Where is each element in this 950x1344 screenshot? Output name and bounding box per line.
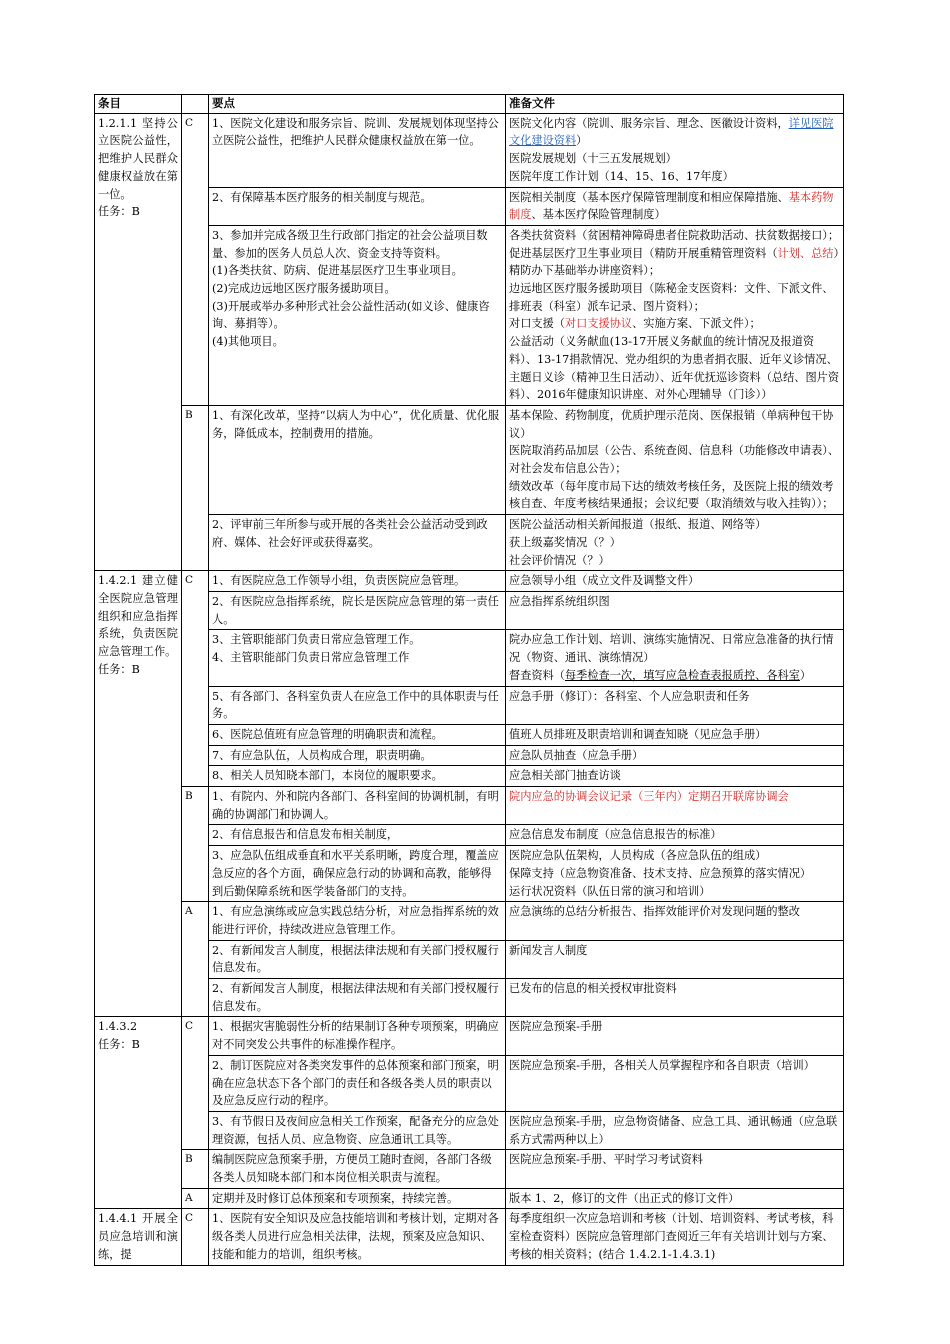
- points-cell: [209, 940, 506, 978]
- level-cell: C: [182, 571, 209, 787]
- point-text: 2、评审前三年所参与或开展的各类社会公益活动受到政府、媒体、社会好评或获得嘉奖。: [212, 518, 488, 549]
- doc-line: [509, 168, 840, 186]
- doc-text: 获上级嘉奖情况（？）: [509, 535, 621, 549]
- points-cell: [209, 1017, 506, 1055]
- doc-line: [509, 883, 840, 901]
- doc-text: 院内应急的协调会议记录（三年内）定期召开联席协调会: [509, 790, 789, 804]
- doc-text: 、实施方案、下派文件）；: [632, 317, 761, 331]
- docs-cell: [506, 113, 844, 187]
- table-row: [95, 405, 844, 514]
- points-cell: [209, 979, 506, 1017]
- doc-line: [509, 667, 840, 685]
- doc-line: [509, 315, 840, 333]
- doc-line: [509, 1190, 840, 1208]
- doc-text: 应急手册（修订）：各科室、个人应急职责和任务: [509, 689, 750, 703]
- doc-text: 基本药物制度: [509, 190, 834, 222]
- points-cell: [209, 591, 506, 629]
- doc-line: [509, 593, 840, 611]
- table-row: [95, 113, 844, 187]
- point-text: (4)其他项目。: [212, 335, 284, 349]
- point-text: (3)开展或举办多种形式社会公益性活动(如义诊、健康咨询、募捐等）。: [212, 299, 490, 331]
- doc-text: 应急相关部门抽查访谈: [509, 769, 621, 783]
- doc-text: 计划、总结: [777, 246, 834, 260]
- item-cell: [95, 571, 182, 1017]
- doc-line: [509, 150, 840, 168]
- doc-text: 医院取消药品加层（公告、系统查阅、信息科（功能修改申请表）、对社会发布信息公告）；: [509, 444, 840, 476]
- doc-line: [509, 688, 840, 706]
- table-row: [95, 1209, 844, 1265]
- docs-cell: [506, 1017, 844, 1055]
- point-text: 3、有节假日及夜间应急相关工作预案，配备充分的应急处理资源，包括人员、应急物资、应急通讯工具等。: [212, 1114, 499, 1146]
- doc-line: [509, 747, 840, 765]
- doc-text: 每季检查一次，填写应急检查表报质控、各科室: [564, 668, 800, 682]
- doc-line: [509, 1113, 840, 1148]
- docs-cell: [506, 686, 844, 724]
- points-cell: [209, 745, 506, 766]
- item-text: 1.2.1.1 坚持公立医院公益性，把维护人民群众健康权益放在第一位。: [98, 116, 178, 201]
- doc-line: [509, 478, 840, 513]
- doc-text: 应急指挥系统组织图: [509, 594, 610, 608]
- doc-line: [509, 1210, 840, 1263]
- docs-cell: [506, 1188, 844, 1209]
- docs-cell: [506, 825, 844, 846]
- doc-text: 对口支援协议: [564, 317, 633, 331]
- doc-line: [509, 980, 840, 998]
- doc-text: 边远地区医疗服务援助项目（陈秘金支医资料：文件、下派文件、排班表（科室）派车记录、图片资料）；: [509, 282, 834, 313]
- doc-text: 医院应急预案-手册，应急物资储备、应急工具、通讯畅通（应急联系方式需两种以上）: [509, 1114, 838, 1146]
- level-cell: C: [182, 1209, 209, 1265]
- table-header-row: [95, 95, 844, 114]
- doc-line: [509, 788, 840, 806]
- header-level: [182, 95, 209, 114]
- doc-line: [509, 280, 840, 315]
- docs-cell: [506, 1209, 844, 1265]
- points-cell: [209, 686, 506, 724]
- points-cell: [209, 571, 506, 592]
- item-cell: [95, 1017, 182, 1209]
- doc-line: [509, 115, 840, 150]
- point-text: 2、有保障基本医疗服务的相关制度与规范。: [212, 190, 432, 204]
- point-text: 2、有新闻发言人制度，根据法律法规和有关部门授权履行信息发布。: [212, 982, 499, 1013]
- level-cell: A: [182, 1188, 209, 1209]
- docs-cell: [506, 724, 844, 745]
- point-text: (2)完成边远地区医疗服务援助项目。: [212, 282, 396, 296]
- points-cell: [209, 187, 506, 225]
- point-text: (1)各类扶贫、防病、促进基层医疗卫生事业项目。: [212, 264, 463, 278]
- level-cell: C: [182, 1017, 209, 1150]
- docs-cell: [506, 787, 844, 825]
- level-cell: B: [182, 787, 209, 902]
- doc-text: 医院应急队伍架构，人员构成（各应急队伍的组成）: [509, 849, 767, 863]
- point-text: 8、相关人员知晓本部门，本岗位的履职要求。: [212, 769, 443, 783]
- doc-text: 医院年度工作计划（14、15、16、17年度）: [509, 169, 734, 183]
- doc-line: [509, 572, 840, 590]
- point-text: 3、主管职能部门负责日常应急管理工作。: [212, 633, 421, 647]
- points-cell: [209, 1150, 506, 1188]
- point-text: 7、有应急队伍，人员构成合理，职责明确。: [212, 748, 432, 762]
- doc-text: 值班人员排班及职责培训和调查知晓（见应急手册）: [509, 727, 767, 741]
- doc-text: ）: [799, 668, 812, 682]
- points-cell: [209, 724, 506, 745]
- table-row: [95, 1017, 844, 1055]
- doc-text: 应急领导小组（成立文件及调整文件）: [509, 574, 700, 588]
- point-text: 3、应急队伍组成垂直和水平关系明晰，跨度合理，覆盖应急反应的各个方面，确保应急行动的协调和高教，能够得到后勤保障系统和医学装备部门的支持。: [212, 849, 499, 898]
- docs-cell: [506, 515, 844, 571]
- header-item: 条目: [95, 95, 182, 114]
- point-text: 编制医院应急预案手册，方便员工随时查阅，各部门各级各类人员知晓本部门和本岗位相关职责与流程。: [212, 1153, 492, 1185]
- points-cell: [209, 1111, 506, 1149]
- doc-text: 版本 1、2，修订的文件（出正式的修订文件）: [509, 1191, 740, 1205]
- point-text: 2、制订医院应对各类突发事件的总体预案和部门预案，明确在应急状态下各个部门的责任和各级各类人员的职责以及应急反应行动的程序。: [212, 1058, 499, 1108]
- docs-cell: [506, 745, 844, 766]
- doc-text: 医院应急预案-手册: [509, 1020, 603, 1034]
- level-cell: B: [182, 405, 209, 570]
- docs-cell: [506, 405, 844, 514]
- point-text: 1、医院有安全知识及应急技能培训和考核计划，定期对各级各类人员进行应急相关法律，法规，预案及应急知识、技能和能力的培训，组织考核。: [212, 1212, 499, 1261]
- doc-line: [509, 903, 840, 921]
- doc-line: [509, 245, 840, 280]
- docs-cell: [506, 940, 844, 978]
- docs-cell: [506, 979, 844, 1017]
- table-row: [95, 1188, 844, 1209]
- doc-text: 社会评价情况（？）: [509, 553, 610, 567]
- point-text: 2、有新闻发言人制度，根据法律法规和有关部门授权履行信息发布。: [212, 943, 499, 975]
- points-cell: [209, 846, 506, 902]
- points-cell: [209, 405, 506, 514]
- doc-text: 公益活动（义务献血(13-17开展义务献血的统计情况及报道资料）、13-17捐款情况、党办组织的为患者捐衣服、近年义诊情况、主题日义诊（精神卫生日活动）、近年优抚巡诊资料（总结、图片资料）、2016年健康知识讲座、对外心理辅导（门诊））: [509, 335, 840, 402]
- doc-link[interactable]: 详见医院文化建设资料: [509, 116, 834, 148]
- doc-text: 医院发展规划（十三五发展规划）: [509, 152, 677, 166]
- doc-text: 基本保险、药物制度，优质护理示范岗、医保报销（单病种包干协议）: [509, 408, 834, 440]
- doc-text: 院办应急工作计划、培训、演练实施情况、日常应急准备的执行情况（物资、通讯、演练情况）: [509, 633, 834, 665]
- point-text: 1、医院文化建设和服务宗旨、院训、发展规划体现坚持公立医院公益性，把维护人民群众健康权益放在第一位。: [212, 116, 499, 148]
- point-text: 4、主管职能部门负责日常应急管理工作: [212, 651, 410, 665]
- points-cell: [209, 515, 506, 571]
- doc-text: 运行状况资料（队伍日常的演习和培训）: [509, 884, 711, 898]
- doc-line: [509, 534, 840, 552]
- header-points: 要点: [209, 95, 506, 114]
- doc-text: 绩效改革（每年度市局下达的绩效考核任务，及医院上报的绩效考核自查、年度考核结果通报；会议纪要（取消绩效与收入挂钩））；: [509, 479, 834, 511]
- doc-text: 对口支援（: [509, 317, 565, 331]
- table-row: [95, 902, 844, 940]
- docs-cell: [506, 902, 844, 940]
- item-text: 1.4.3.2: [98, 1020, 138, 1034]
- table-row: [95, 787, 844, 825]
- docs-cell: [506, 846, 844, 902]
- doc-line: [509, 865, 840, 883]
- doc-text: 医院应急预案-手册、平时学习考试资料: [509, 1153, 703, 1167]
- doc-line: [509, 442, 840, 477]
- table-body: [95, 113, 844, 1265]
- doc-line: [509, 516, 840, 534]
- doc-line: [509, 726, 840, 744]
- point-text: 定期并及时修订总体预案和专项预案，持续完善。: [212, 1191, 459, 1205]
- points-cell: [209, 630, 506, 686]
- doc-text: 应急队员抽查（应急手册）: [509, 748, 644, 762]
- doc-text: 已发布的信息的相关授权审批资料: [509, 982, 677, 996]
- item-text: 任务：B: [98, 662, 140, 676]
- point-text: 1、根据灾害脆弱性分析的结果制订各种专项预案，明确应对不同突发公共事件的标准操作程序。: [212, 1020, 499, 1052]
- doc-text: 医院相关制度（基本医疗保障管理制度和相应保障措施、: [509, 190, 789, 204]
- doc-text: 保障支持（应急物资准备、技术支持、应急预算的落实情况）: [509, 866, 812, 880]
- table-row: [95, 1150, 844, 1188]
- item-cell: [95, 1209, 182, 1265]
- docs-cell: [506, 1150, 844, 1188]
- doc-line: [509, 1057, 840, 1075]
- item-text: 任务：B: [98, 205, 140, 219]
- item-text: 任务：B: [98, 1038, 140, 1052]
- points-cell: [209, 787, 506, 825]
- docs-cell: [506, 187, 844, 225]
- checklist-table: [94, 94, 844, 1266]
- item-cell: [95, 113, 182, 571]
- points-cell: [209, 1209, 506, 1265]
- docs-cell: [506, 630, 844, 686]
- points-cell: [209, 1188, 506, 1209]
- doc-text: 各类扶贫资料（贫困精神障碍患者住院救助活动、扶贫数据接口）；: [509, 228, 840, 242]
- doc-line: [509, 407, 840, 442]
- doc-line: [509, 826, 840, 844]
- points-cell: [209, 766, 506, 787]
- docs-cell: [506, 591, 844, 629]
- doc-line: [509, 631, 840, 666]
- item-text: 1.4.4.1 开展全员应急培训和演练，提: [98, 1212, 178, 1261]
- docs-cell: [506, 225, 844, 405]
- header-docs: 准备文件: [506, 95, 844, 114]
- point-text: 1、有深化改革，坚持“以病人为中心”，优化质量、优化服务，降低成本，控制费用的措施。: [212, 408, 500, 440]
- doc-text: 督查资料（: [509, 668, 565, 682]
- points-cell: [209, 1055, 506, 1111]
- point-text: 3、参加并完成各级卫生行政部门指定的社会公益项目数量、参加的医务人员总人次、资金支持等资料。: [212, 228, 488, 260]
- doc-text: 医院公益活动相关新闻报道（报纸、报道、网络等）: [509, 518, 767, 532]
- doc-text: 应急演练的总结分析报告、指挥效能评价对发现问题的整改: [509, 905, 800, 919]
- doc-line: [509, 552, 840, 570]
- docs-cell: [506, 766, 844, 787]
- doc-text: ）: [576, 134, 588, 148]
- doc-text: ）精防办下基础举办讲座资料）；: [509, 246, 840, 278]
- point-text: 1、有院内、外和院内各部门、各科室间的协调机制，有明确的协调部门和协调人。: [212, 790, 499, 821]
- level-cell: A: [182, 902, 209, 1017]
- point-text: 1、有医院应急工作领导小组，负责医院应急管理。: [212, 574, 466, 588]
- doc-line: [509, 227, 840, 245]
- doc-line: [509, 189, 840, 224]
- point-text: 6、医院总值班有应急管理的明确职责和流程。: [212, 727, 443, 741]
- doc-line: [509, 1018, 840, 1036]
- item-text: 1.4.2.1 建立健全医院应急管理组织和应急指挥系统，负责医院应急管理工作。: [98, 574, 178, 659]
- doc-text: 每季度组织一次应急培训和考核（计划、培训资料、考试考核，科室检查资料）医院应急管理部门查阅近三年有关培训计划与方案、考核的相关资料；(结合 1.4.2.1-1.4.3.1): [509, 1212, 834, 1261]
- doc-text: 医院文化内容（院训、服务宗旨、理念、医徽设计资料，: [509, 116, 789, 130]
- point-text: 2、有信息报告和信息发布相关制度，: [212, 828, 399, 842]
- docs-cell: [506, 571, 844, 592]
- doc-line: [509, 942, 840, 960]
- point-text: 5、有各部门、各科室负责人在应急工作中的具体职责与任务。: [212, 689, 499, 721]
- doc-text: 应急信息发布制度（应急信息报告的标准）: [509, 828, 722, 842]
- points-cell: [209, 902, 506, 940]
- point-text: 1、有应急演练或应急实践总结分析，对应急指挥系统的效能进行评价，持续改进应急管理工作。: [212, 905, 499, 936]
- doc-text: 医院应急预案-手册，各相关人员掌握程序和各自职责（培训）: [509, 1058, 815, 1072]
- doc-text: 新闻发言人制度: [509, 943, 588, 957]
- doc-line: [509, 1151, 840, 1169]
- points-cell: [209, 113, 506, 187]
- doc-line: [509, 767, 840, 785]
- table-row: [95, 571, 844, 592]
- doc-text: 、基本医疗保险管理制度）: [531, 208, 666, 222]
- level-cell: B: [182, 1150, 209, 1188]
- doc-line: [509, 333, 840, 404]
- docs-cell: [506, 1111, 844, 1149]
- doc-text: 促进基层医疗卫生事业项目（精防开展重精管理资料（: [509, 246, 778, 260]
- point-text: 2、有医院应急指挥系统，院长是医院应急管理的第一责任人。: [212, 594, 499, 626]
- level-cell: C: [182, 113, 209, 405]
- points-cell: [209, 225, 506, 405]
- doc-line: [509, 847, 840, 865]
- points-cell: [209, 825, 506, 846]
- docs-cell: [506, 1055, 844, 1111]
